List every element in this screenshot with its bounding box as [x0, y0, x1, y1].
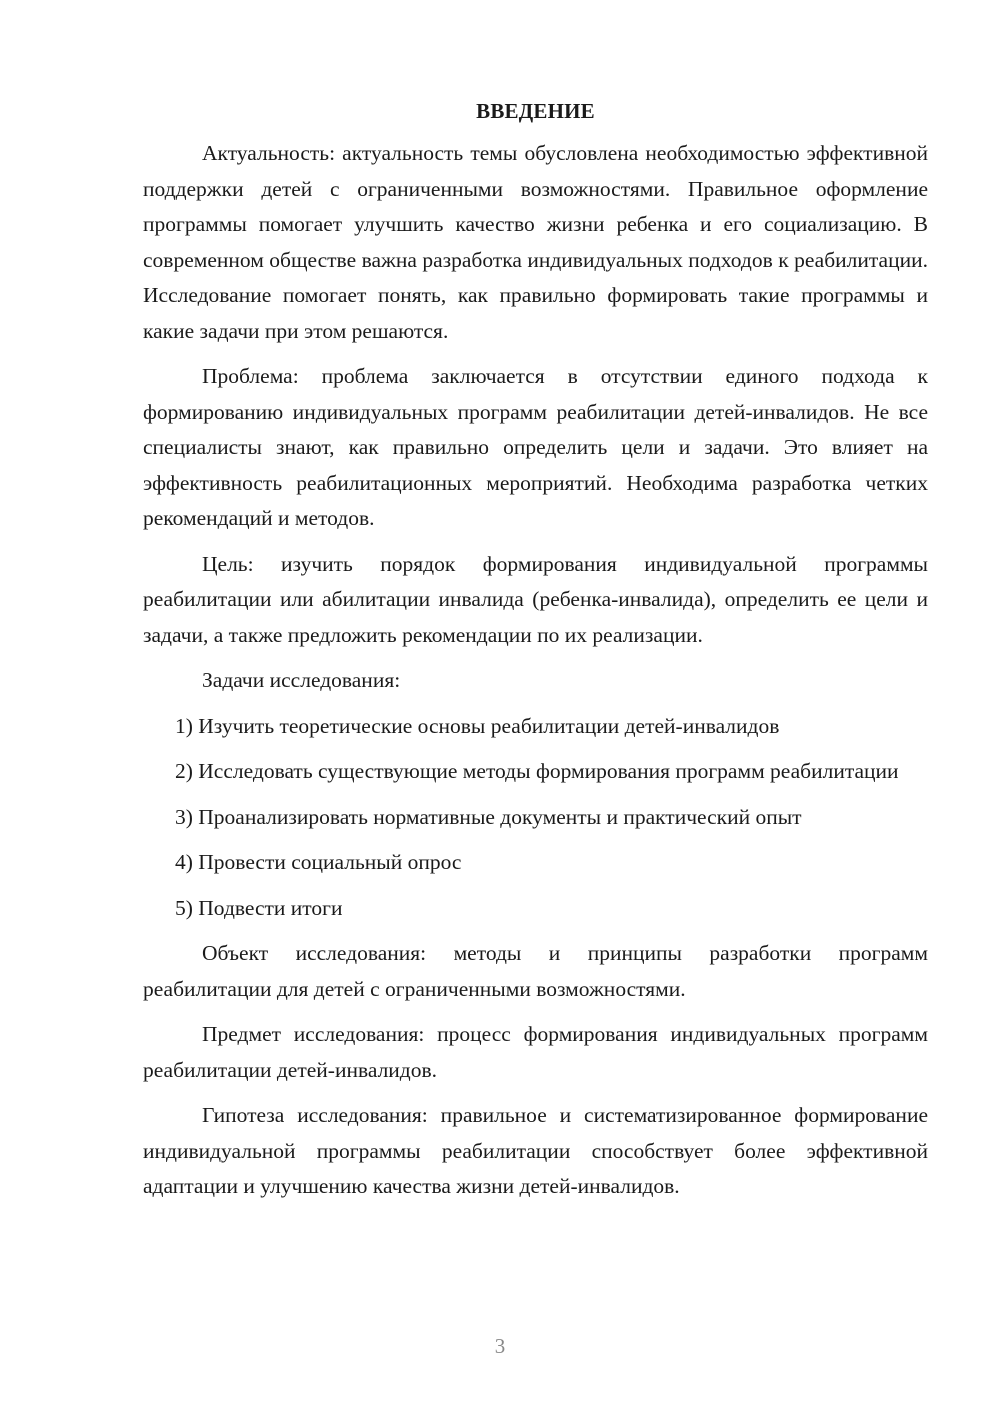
object-paragraph: Объект исследования: методы и принципы разработки программ реабилитации для детей с ограниченными возможностями. [143, 941, 928, 1001]
task-item-1: 1) Изучить теоретические основы реабилитации детей-инвалидов [175, 713, 780, 738]
tasks-heading: Задачи исследования: [202, 668, 401, 692]
document-page [143, 96, 928, 1215]
hypothesis-paragraph: Гипотеза исследования: правильное и систематизированное формирование индивидуальной программы реабилитации способствует более эффективной адаптации и улучшению качества жизни детей-инвалидов. [143, 1103, 928, 1198]
task-item-4: 4) Провести социальный опрос [175, 850, 462, 874]
page-number: 3 [494, 1334, 506, 1358]
relevance-paragraph: Актуальность: актуальность темы обусловлена необходимостью эффективной поддержки детей с ограниченными возможностями. Правильное оформление программы помогает улучшить качество жизни ребенка и его социализацию. В современном обществе важна разработка индивидуальных подходов к реабилитации. Исследование помогает понять, как правильно формировать такие программы и какие задачи при этом решаются. [143, 141, 928, 343]
task-item-2: 2) Исследовать существующие методы формирования программ реабилитации [175, 759, 899, 783]
task-item-3: 3) Проанализировать нормативные документы и практический опыт [175, 804, 802, 829]
section-title: ВВЕДЕНИЕ [476, 99, 595, 123]
problem-paragraph: Проблема: проблема заключается в отсутствии единого подхода к формированию индивидуальных программ реабилитации детей-инвалидов. Не все специалисты знают, как правильно определить цели и задачи. Это влияет на эффективность реабилитационных мероприятий. Необходима разработка четких рекомендаций и методов. [143, 364, 928, 530]
task-item-5: 5) Подвести итоги [175, 895, 343, 920]
goal-paragraph: Цель: изучить порядок формирования индивидуальной программы реабилитации или абилитации инвалида (ребенка-инвалида), определить ее цели и задачи, а также предложить рекомендации по их реализации. [143, 551, 928, 647]
subject-paragraph: Предмет исследования: процесс формирования индивидуальных программ реабилитации детей-инвалидов. [143, 1022, 928, 1082]
